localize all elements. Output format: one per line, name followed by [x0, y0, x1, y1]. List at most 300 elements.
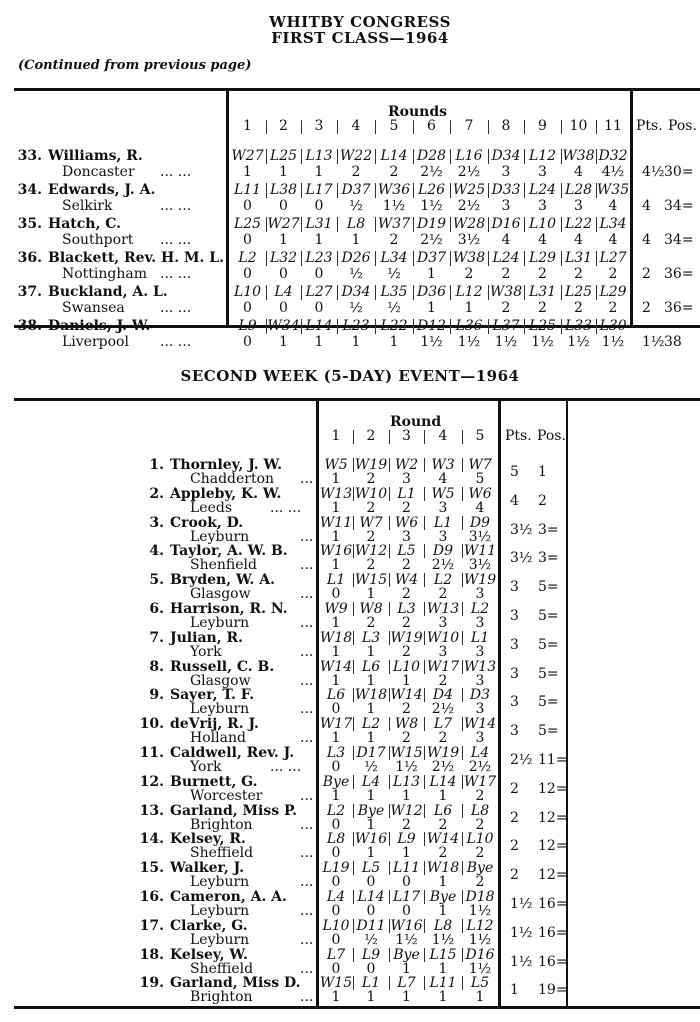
round-result: W17: [426, 659, 460, 675]
player-name-text: Blackett, Rev. H. M. L.: [48, 250, 224, 266]
final-position: 16=: [538, 925, 568, 941]
points-right-rule: [566, 401, 568, 1006]
leader-dots: ...: [300, 874, 314, 890]
player-town: Sheffield: [190, 845, 254, 861]
column-divider: [424, 688, 425, 702]
round-result: W15: [319, 975, 353, 991]
cumulative-score: 0: [331, 701, 341, 717]
cumulative-score: 2: [501, 300, 511, 316]
player-name-text: Hatch, C.: [48, 216, 121, 232]
round-result: W19: [390, 630, 423, 646]
final-position: 5=: [538, 637, 559, 653]
player-town: Leyburn: [190, 529, 250, 545]
round-result: L13: [305, 148, 333, 164]
cumulative-score: 0: [331, 586, 341, 602]
cumulative-score: 1: [331, 471, 341, 487]
round-result: L32: [269, 250, 298, 266]
points-total: 3: [510, 608, 519, 624]
cumulative-score: 1: [331, 644, 341, 660]
round-result: W15: [390, 745, 423, 761]
points-header: Pts.: [505, 428, 532, 444]
leader-dots: ...: [300, 932, 314, 948]
round-result: W25: [452, 182, 486, 198]
points-total: 2½: [510, 752, 533, 768]
final-position: 11=: [538, 752, 568, 768]
round-number: 10: [569, 118, 588, 134]
cumulative-score: 0: [279, 300, 288, 316]
points-total: 2: [510, 867, 519, 883]
cumulative-score: 2: [438, 586, 448, 602]
leader-dots: ...: [300, 788, 314, 804]
final-position: 12=: [538, 781, 568, 797]
round-result: W36: [377, 182, 411, 198]
cumulative-score: 0: [314, 198, 324, 214]
column-divider: [462, 804, 463, 818]
rounds-header: Rounds: [388, 104, 448, 120]
player-name-text: Thornley, J. W.: [170, 457, 282, 473]
player-town: Leeds: [190, 500, 233, 516]
cumulative-score: 1: [438, 961, 448, 977]
cumulative-score: 1: [438, 788, 448, 804]
round-result: L29: [528, 250, 557, 266]
column-divider: [424, 458, 425, 472]
player-number: 14.: [139, 831, 164, 847]
cumulative-score: 1½: [494, 334, 518, 350]
cumulative-score: 2: [438, 730, 448, 746]
cumulative-score: 1: [366, 989, 376, 1005]
column-divider: [389, 631, 390, 645]
cumulative-score: 0: [331, 874, 341, 890]
column-divider: [524, 319, 525, 334]
column-divider: [462, 890, 463, 904]
cumulative-score: 2: [574, 300, 583, 316]
round-result: L2: [326, 803, 346, 819]
player-name: [130, 630, 243, 646]
points-total: 1: [510, 982, 519, 998]
player-number: 13.: [139, 803, 164, 819]
cumulative-score: 2: [366, 557, 376, 573]
column-divider: [353, 919, 354, 933]
cumulative-score: 1½: [395, 932, 418, 948]
player-town: Holland: [190, 730, 246, 746]
cumulative-score: 3: [475, 730, 485, 746]
player-number: 6.: [149, 601, 164, 617]
cumulative-score: 2: [475, 874, 485, 890]
round-result: L4: [274, 284, 293, 300]
final-position: 12=: [538, 838, 568, 854]
column-divider: [353, 804, 354, 818]
round-number: 3: [314, 118, 324, 134]
cumulative-score: ½: [349, 198, 363, 214]
cumulative-score: 2: [574, 266, 583, 282]
round-result: L12: [528, 148, 557, 164]
round-result: L11: [429, 975, 457, 991]
player-name-text: Garland, Miss P.: [170, 803, 298, 819]
player-number: 35.: [17, 216, 42, 232]
cumulative-score: 1½: [420, 198, 443, 214]
column-divider: [389, 458, 390, 472]
round-result: L16: [455, 148, 483, 164]
column-divider: [596, 183, 597, 198]
rounds-right-rule: [498, 401, 501, 1006]
cumulative-score: 0: [243, 300, 252, 316]
round-result: D9: [432, 543, 454, 559]
column-divider: [389, 976, 390, 990]
column-divider: [450, 217, 451, 232]
points-total: 4: [510, 493, 519, 509]
cumulative-score: 1½: [601, 334, 625, 350]
round-result: D28: [416, 148, 447, 164]
round-result: D34: [491, 148, 521, 164]
cumulative-score: 3: [501, 164, 511, 180]
round-result: L14: [305, 318, 333, 334]
column-divider: [424, 516, 425, 530]
continued-note: (Continued from previous page): [18, 58, 252, 73]
column-divider: [462, 516, 463, 530]
column-divider: [375, 149, 376, 164]
column-divider: [413, 183, 414, 198]
round-number: 7: [464, 118, 474, 134]
player-town: Leyburn: [190, 903, 250, 919]
column-divider: [424, 544, 425, 558]
cumulative-score: 3½: [457, 232, 481, 248]
cumulative-score: 2: [501, 266, 511, 282]
round-result: D37: [341, 182, 371, 198]
points-total: 2: [642, 266, 651, 282]
cumulative-score: 0: [366, 874, 376, 890]
cumulative-score: 0: [314, 300, 324, 316]
column-divider: [389, 775, 390, 789]
cumulative-score: 3: [475, 673, 485, 689]
column-divider: [424, 746, 425, 760]
player-name-text: Harrison, R. N.: [170, 601, 288, 617]
round-result: W5: [324, 457, 348, 473]
cumulative-score: 1: [314, 334, 324, 350]
table-top-rule: [14, 398, 700, 401]
cumulative-score: 2: [538, 266, 547, 282]
column-divider: [413, 149, 414, 164]
round-result: L2: [361, 716, 381, 732]
round-result: L10: [322, 918, 350, 934]
final-position: 34=: [664, 232, 694, 248]
round-result: L5: [470, 975, 490, 991]
player-name-text: Cameron, A. A.: [170, 889, 287, 905]
final-position: 30=: [664, 164, 694, 180]
column-divider: [389, 890, 390, 904]
cumulative-score: 3½: [468, 529, 492, 545]
round-result: W3: [431, 457, 455, 473]
column-divider: [462, 688, 463, 702]
cumulative-score: 0: [331, 845, 341, 861]
cumulative-score: 2: [475, 817, 485, 833]
cumulative-score: 2½: [457, 164, 481, 180]
player-town: Worcester: [190, 788, 263, 804]
player-town: Southport: [62, 232, 134, 248]
cumulative-score: 1: [279, 334, 288, 350]
column-divider: [301, 285, 302, 300]
cumulative-score: 1: [366, 644, 376, 660]
player-town: Liverpool: [62, 334, 129, 350]
final-position: 5=: [538, 608, 559, 624]
player-name-text: Appleby, K. W.: [170, 486, 282, 502]
cumulative-score: ½: [387, 300, 401, 316]
column-divider: [353, 746, 354, 760]
column-divider: [596, 120, 597, 134]
final-position: 34=: [664, 198, 694, 214]
column-divider: [424, 717, 425, 731]
column-divider: [337, 319, 338, 334]
column-divider: [389, 861, 390, 875]
column-divider: [424, 631, 425, 645]
round-result: W8: [394, 716, 419, 732]
round-result: D36: [416, 284, 447, 300]
round-number: 5: [389, 118, 399, 134]
column-divider: [596, 217, 597, 232]
round-result: L22: [380, 318, 408, 334]
round-result: D16: [491, 216, 521, 232]
cumulative-score: 1: [438, 903, 448, 919]
leader-dots: ...: [300, 644, 314, 660]
round-result: L22: [564, 216, 593, 232]
cumulative-score: 1: [389, 334, 399, 350]
cumulative-score: 4: [574, 232, 583, 248]
round-result: L9: [397, 831, 416, 847]
column-divider: [353, 544, 354, 558]
player-number: 2.: [149, 486, 164, 502]
round-number: 6: [427, 118, 436, 134]
round-result: W9: [324, 601, 348, 617]
cumulative-score: 2½: [431, 759, 455, 775]
round-result: W27: [267, 216, 300, 232]
cumulative-score: ½: [364, 932, 378, 948]
round-result: Bye: [466, 860, 494, 876]
cumulative-score: 2: [402, 701, 411, 717]
round-result: L27: [599, 250, 627, 266]
column-divider: [353, 832, 354, 846]
points-total: 1½: [510, 896, 533, 912]
player-number: 10.: [139, 716, 164, 732]
player-town: York: [190, 644, 222, 660]
column-divider: [389, 602, 390, 616]
column-divider: [462, 861, 463, 875]
player-number: 18.: [139, 947, 164, 963]
round-result: W13: [426, 601, 460, 617]
cumulative-score: 3: [438, 529, 448, 545]
round-result: W15: [354, 572, 388, 588]
round-result: W38: [489, 284, 523, 300]
column-divider: [266, 120, 267, 134]
points-total: 1½: [510, 954, 533, 970]
player-name: [14, 148, 143, 164]
cumulative-score: 2: [366, 471, 376, 487]
cumulative-score: 1½: [395, 759, 418, 775]
column-divider: [488, 183, 489, 198]
round-result: W11: [463, 543, 497, 559]
cumulative-score: 4: [538, 232, 547, 248]
round-result: W6: [394, 515, 419, 531]
column-divider: [375, 120, 376, 134]
column-divider: [488, 149, 489, 164]
round-result: L25: [269, 148, 298, 164]
round-result: L7: [433, 716, 453, 732]
cumulative-score: 4: [438, 471, 448, 487]
round-result: L31: [528, 284, 557, 300]
round-result: L37: [492, 318, 520, 334]
cumulative-score: 0: [331, 817, 341, 833]
round-result: W12: [390, 803, 423, 819]
section-title-first-class: FIRST CLASS—1964: [271, 29, 449, 47]
cumulative-score: 0: [279, 198, 288, 214]
column-divider: [353, 602, 354, 616]
player-name-text: Clarke, G.: [170, 918, 248, 934]
round-result: L36: [455, 318, 483, 334]
round-result: L30: [599, 318, 627, 334]
round-result: L1: [470, 630, 490, 646]
leader-dots: ...: [300, 673, 314, 689]
round-result: L31: [305, 216, 333, 232]
round-number: 8: [501, 118, 511, 134]
round-result: W14: [390, 687, 423, 703]
column-divider: [424, 430, 425, 444]
table-top-rule: [14, 88, 700, 91]
cumulative-score: 3: [402, 529, 411, 545]
column-divider: [266, 251, 267, 266]
player-name-text: Daniels, J. W.: [48, 318, 151, 334]
player-number: 34.: [17, 182, 42, 198]
cumulative-score: 2½: [457, 198, 481, 214]
player-name: [14, 318, 150, 334]
column-divider: [375, 183, 376, 198]
round-result: W19: [354, 457, 388, 473]
cumulative-score: 2: [608, 266, 618, 282]
column-divider: [353, 976, 354, 990]
column-divider: [389, 688, 390, 702]
round-result: W11: [319, 515, 353, 531]
column-divider: [266, 149, 267, 164]
column-divider: [462, 775, 463, 789]
column-divider: [424, 861, 425, 875]
points-header: Pts.: [636, 118, 663, 134]
player-name: [14, 250, 224, 266]
column-divider: [375, 319, 376, 334]
round-result: D9: [469, 515, 491, 531]
column-divider: [424, 602, 425, 616]
cumulative-score: 2: [389, 164, 399, 180]
column-divider: [488, 319, 489, 334]
column-divider: [596, 251, 597, 266]
column-divider: [389, 832, 390, 846]
player-town: Selkirk: [62, 198, 113, 214]
column-divider: [424, 573, 425, 587]
column-divider: [462, 487, 463, 501]
column-divider: [389, 919, 390, 933]
player-name: [14, 216, 121, 232]
points-total: 3: [510, 579, 519, 595]
column-divider: [413, 120, 414, 134]
column-divider: [424, 487, 425, 501]
final-position: 36=: [664, 266, 694, 282]
player-town: Brighton: [190, 817, 253, 833]
cumulative-score: 2: [464, 266, 474, 282]
cumulative-score: 2: [366, 500, 376, 516]
column-divider: [337, 120, 338, 134]
points-total: 5: [510, 464, 519, 480]
player-town: Chadderton: [190, 471, 275, 487]
player-town: Swansea: [62, 300, 125, 316]
cumulative-score: 1: [475, 989, 485, 1005]
column-divider: [266, 183, 267, 198]
round-result: W38: [452, 250, 486, 266]
player-number: 37.: [17, 284, 42, 300]
round-result: W13: [319, 486, 353, 502]
column-divider: [389, 804, 390, 818]
column-divider: [353, 487, 354, 501]
round-result: L5: [361, 860, 381, 876]
player-town: Shenfield: [190, 557, 257, 573]
column-divider: [413, 319, 414, 334]
cumulative-score: 1½: [457, 334, 481, 350]
column-divider: [266, 319, 267, 334]
player-number: 4.: [149, 543, 164, 559]
cumulative-score: 0: [331, 903, 341, 919]
points-total: 2: [642, 300, 651, 316]
column-divider: [389, 660, 390, 674]
column-divider: [462, 573, 463, 587]
cumulative-score: 4: [574, 164, 583, 180]
points-total: 2: [510, 810, 519, 826]
cumulative-score: 3: [538, 198, 547, 214]
player-number: 9.: [149, 687, 164, 703]
final-position: 38: [664, 334, 682, 350]
section-title-second-week: SECOND WEEK (5-DAY) EVENT—1964: [180, 367, 520, 385]
cumulative-score: 2: [402, 557, 411, 573]
column-divider: [596, 319, 597, 334]
round-result: L6: [433, 803, 453, 819]
leader-dots: ...: [300, 817, 314, 833]
cumulative-score: 4: [608, 198, 618, 214]
column-divider: [389, 717, 390, 731]
round-result: W10: [426, 630, 460, 646]
cumulative-score: 0: [331, 961, 341, 977]
round-number: 9: [538, 118, 547, 134]
column-divider: [462, 458, 463, 472]
player-town: Nottingham: [62, 266, 148, 282]
cumulative-score: 3: [438, 615, 448, 631]
player-name-text: deVrij, R. J.: [170, 716, 259, 732]
column-divider: [353, 573, 354, 587]
round-result: W2: [394, 457, 419, 473]
round-result: L15: [429, 947, 457, 963]
column-divider: [450, 149, 451, 164]
round-header: Round: [390, 414, 442, 430]
cumulative-score: 0: [402, 874, 411, 890]
cumulative-score: 4: [475, 500, 485, 516]
round-result: W6: [468, 486, 492, 502]
cumulative-score: 2: [438, 845, 448, 861]
points-total: 2: [510, 781, 519, 797]
round-result: L31: [564, 250, 593, 266]
column-divider: [424, 804, 425, 818]
column-divider: [524, 183, 525, 198]
cumulative-score: 3: [538, 164, 547, 180]
leader-dots: ... ...: [160, 232, 192, 248]
leader-dots: ... ...: [160, 198, 192, 214]
player-name: [14, 182, 155, 198]
round-result: L34: [599, 216, 627, 232]
position-header: Pos.: [537, 428, 566, 444]
cumulative-score: 2½: [431, 701, 455, 717]
column-divider: [301, 217, 302, 232]
